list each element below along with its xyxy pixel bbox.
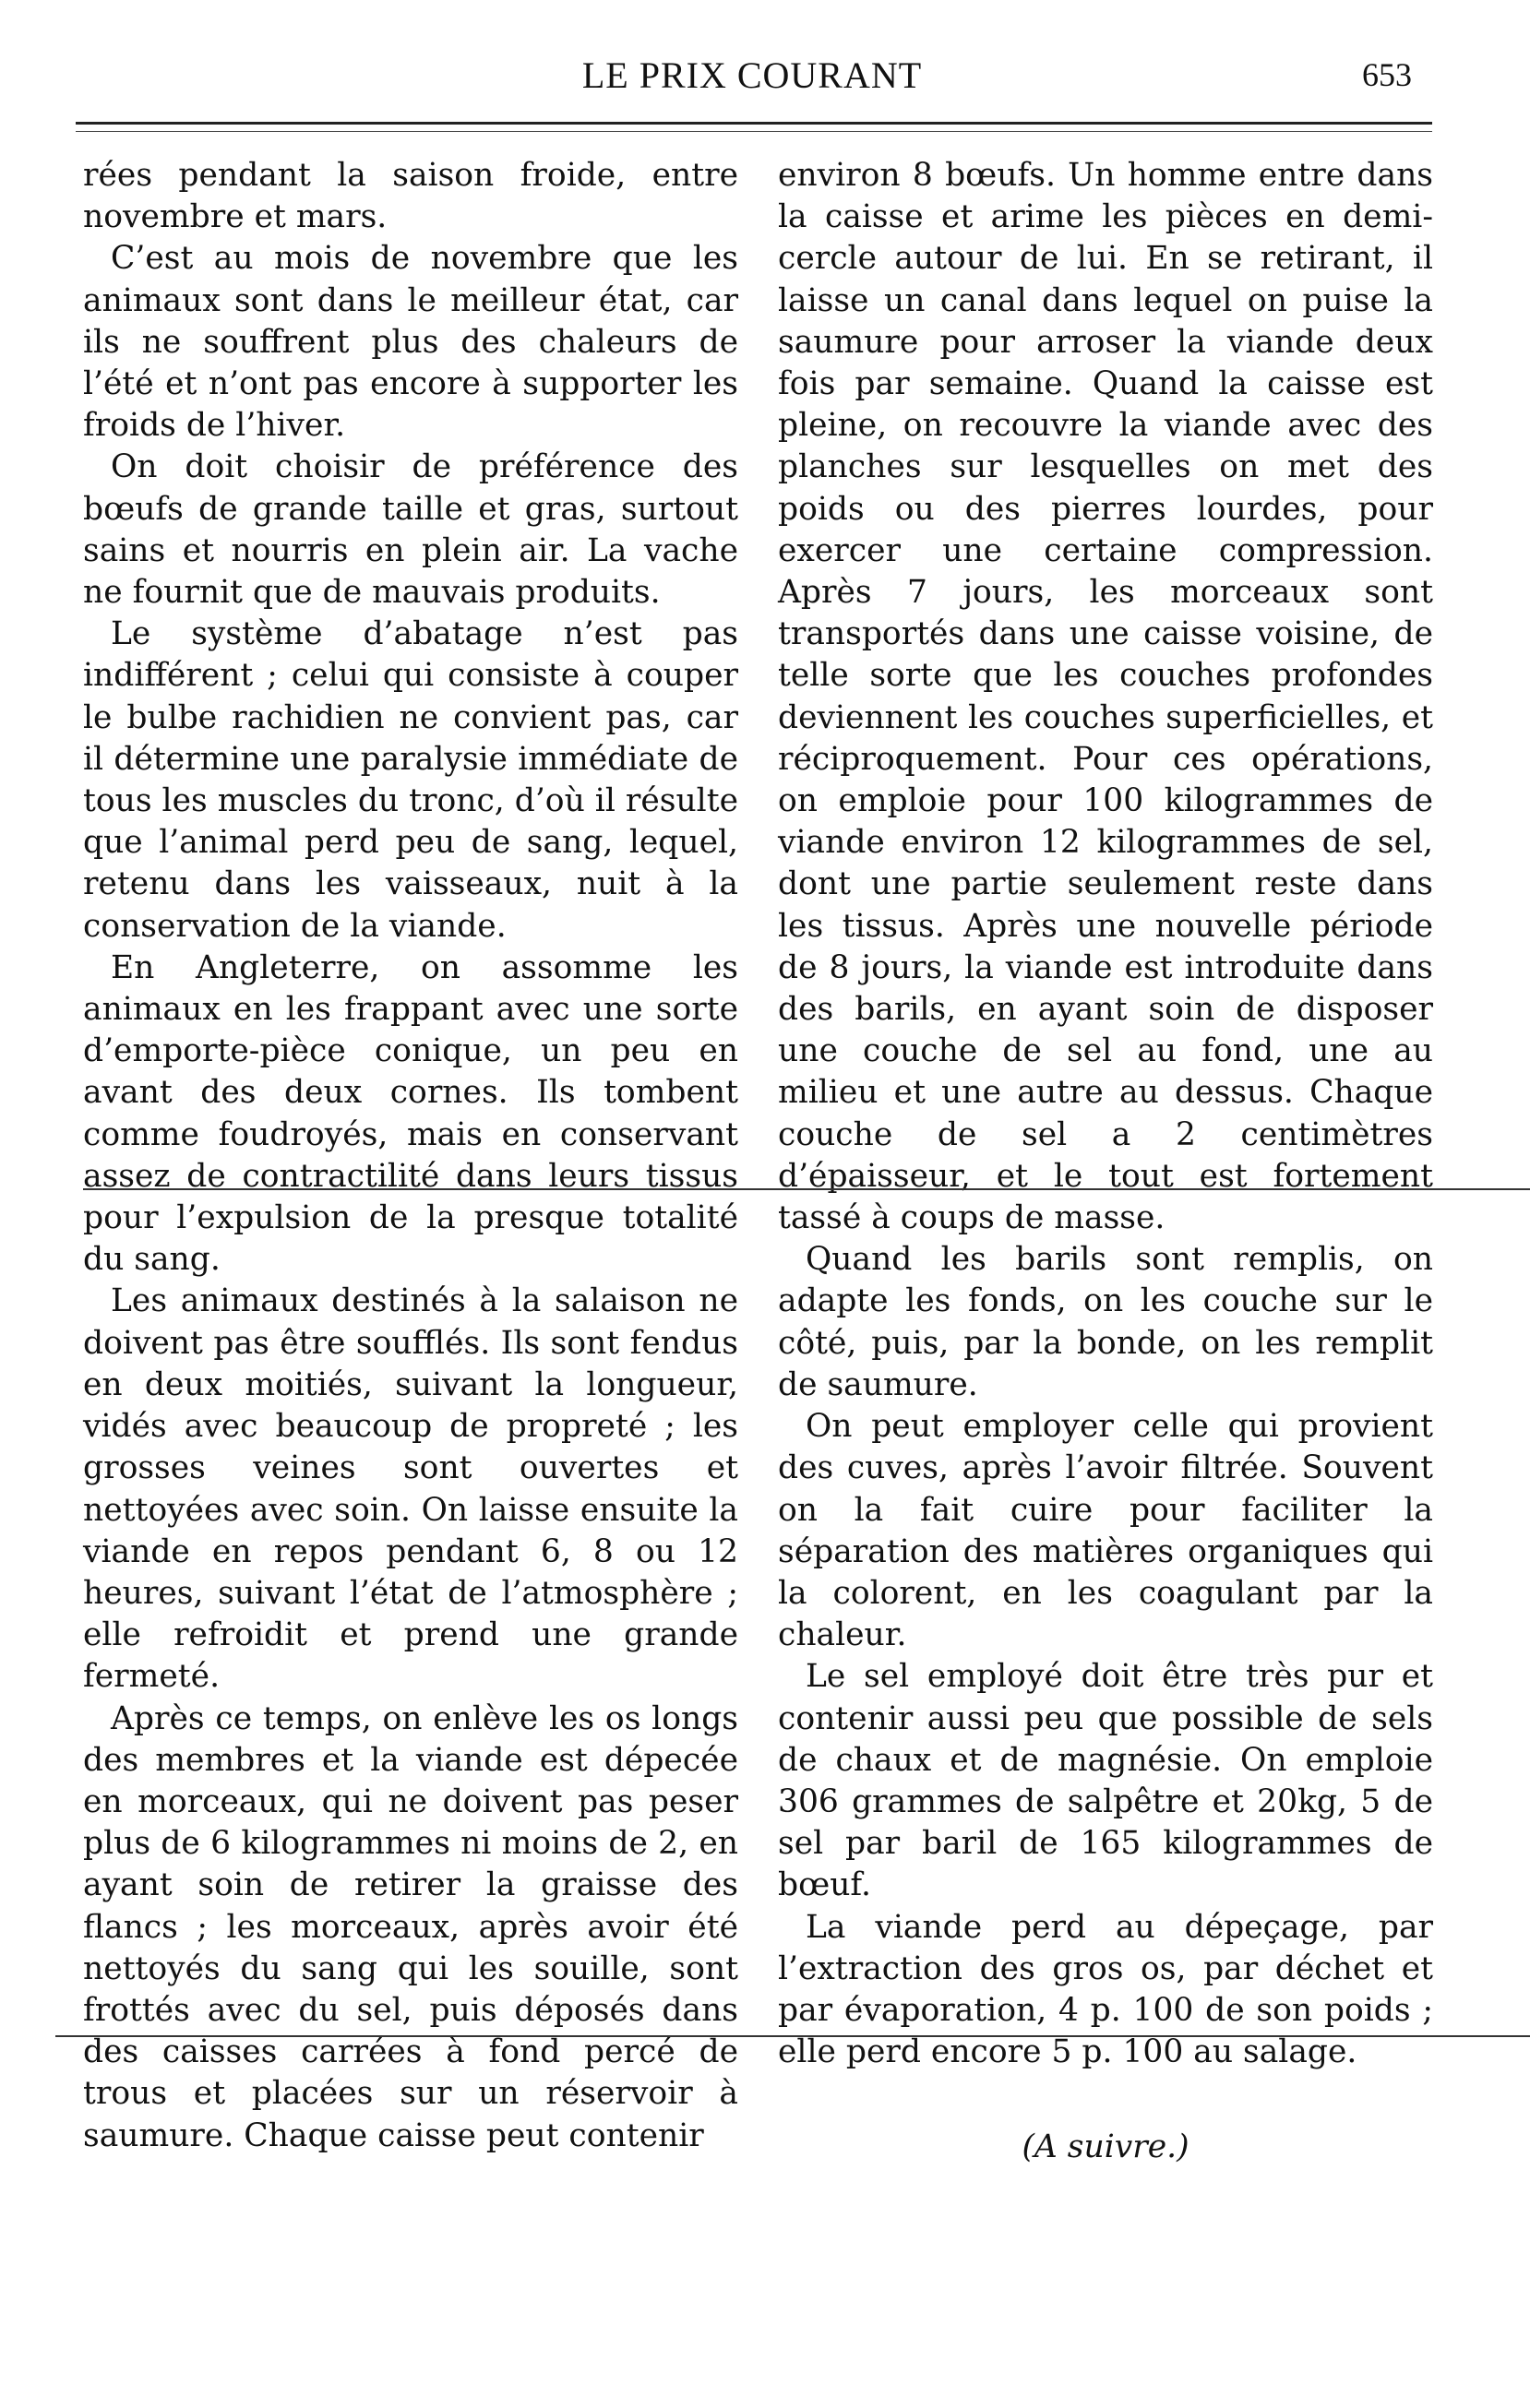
paragraph: La viande perd au dépeçage, par l’extraction des gros os, par déchet et par évaporation, 4 p. 100 de son poids ; elle perd encore 5 p. 100 au salage. [778, 1908, 1433, 2071]
header-rule-thin [76, 131, 1432, 132]
paragraph: Le système d’abatage n’est pas indifférent ; celui qui consiste à couper le bulbe rachidien ne convient pas, car il détermine une paralysie immédiate de tous les muscles du tronc, d’où il résulte que l’animal perd peu de sang, lequel, retenu dans les vaisseaux, nuit à la conservation de la viande. [83, 615, 738, 945]
left-column [83, 155, 738, 2157]
paragraph: Le sel employé doit être très pur et contenir aussi peu que possible de sels de chaux et de magnésie. On emploie 306 grammes de salpêtre et 20kg, 5 de sel par baril de 165 kilogrammes de bœuf. [778, 1658, 1433, 1904]
paragraph: rées pendant la saison froide, entre novembre et mars. [83, 157, 738, 236]
paragraph: C’est au mois de novembre que les animaux sont dans le meilleur état, car ils ne souffrent plus des chaleurs de l’été et n’ont pas encore à supporter les froids de l’hiver. [83, 240, 738, 445]
paragraph: On peut employer celle qui provient des cuves, après l’avoir filtrée. Souvent on la fait cuire pour faciliter la séparation des matières organiques qui la colorent, en les coagulant par la chaleur. [778, 1408, 1433, 1654]
page-number: 653 [1362, 56, 1412, 93]
paragraph: En Angleterre, on assomme les animaux en les frappant avec une sorte d’emporte-pièce conique, un peu en avant des deux cornes. Ils tombent comme foudroyés, mais en conservant assez de contractilité dans leurs tissus pour l’expulsion de la presque totalité du sang. [83, 948, 738, 1279]
to-be-continued: (A suivre.) [1022, 2128, 1189, 2166]
paragraph: On doit choisir de préférence des bœufs de grande taille et gras, surtout sains et nourris en plein air. La vache ne fournit que de mauvais produits. [83, 448, 738, 612]
publication-title: LE PRIX COURANT [581, 54, 923, 96]
page-header [74, 54, 1430, 109]
right-column [778, 155, 1433, 2169]
scan-line [83, 1188, 1530, 1190]
scan-line [55, 2035, 1530, 2037]
header-rule [76, 122, 1432, 125]
paragraph: Après ce temps, on enlève les os longs des membres et la viande est dépecée en morceaux, qui ne doivent pas peser plus de 6 kilogrammes ni moins de 2, en ayant soin de retirer la graisse des flancs ; les morceaux, après avoir été nettoyés du sang qui les souille, sont frottés avec du sel, puis déposés dans des caisses carrées à fond percé de trous et placées sur un réservoir à saumure. Chaque caisse peut contenir [83, 1699, 738, 2154]
paragraph: Quand les barils sont remplis, on adapte les fonds, on les couche sur le côté, puis, par la bonde, on les remplit de saumure. [778, 1241, 1433, 1403]
paragraph: Les animaux destinés à la salaison ne doivent pas être soufflés. Ils sont fendus en deux moitiés, suivant la longueur, vidés avec beaucoup de propreté ; les grosses veines sont ouvertes et nettoyées avec soin. On laisse ensuite la viande en repos pendant 6, 8 ou 12 heures, suivant l’état de l’atmosphère ; elle refroidit et prend une grande fermeté. [83, 1282, 738, 1696]
paragraph: environ 8 bœufs. Un homme entre dans la caisse et arime les pièces en demi-cercle autour de lui. En se retirant, il laisse un canal dans lequel on puise la saumure pour arroser la viande deux fois par semaine. Quand la caisse est pleine, on recouvre la viande avec des planches sur lesquelles on met des poids ou des pierres lourdes, pour exercer une certaine compression. Après 7 jours, les morceaux sont transportés dans une caisse voisine, de telle sorte que les couches profondes deviennent les couches superficielles, et réciproquement. Pour ces opérations, on emploie pour 100 kilogrammes de viande environ 12 kilogrammes de sel, dont une partie seulement reste dans les tissus. Après une nouvelle période de 8 jours, la viande est introduite dans des barils, en ayant soin de disposer une couche de sel au fond, une au milieu et une autre au dessus. Chaque couche de sel a 2 centimètres d’épaisseur, et le tout est fortement tassé à coups de masse. [778, 157, 1433, 1237]
